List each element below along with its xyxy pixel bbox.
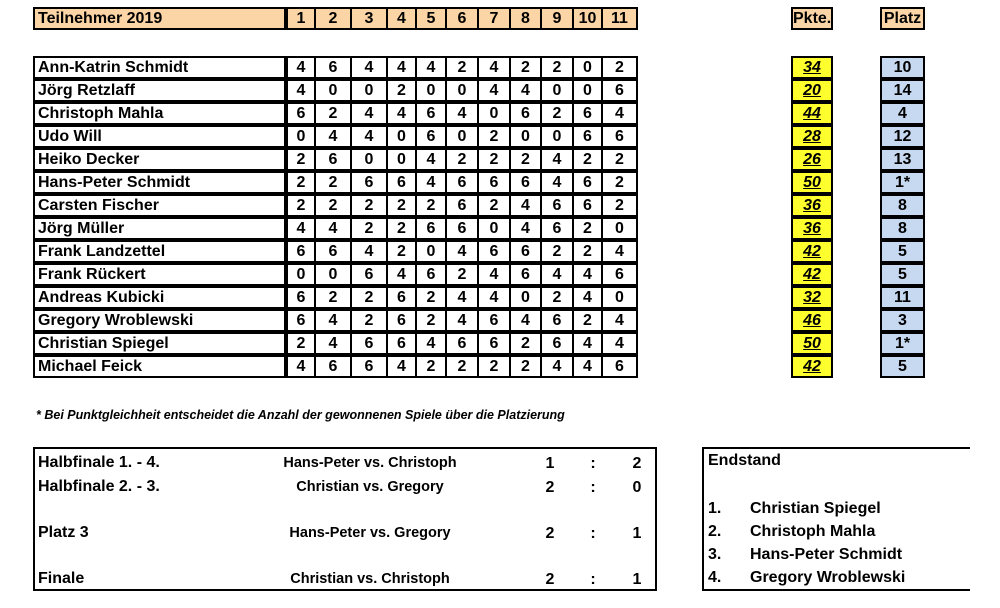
score-cell: 4 [445, 240, 479, 263]
points-cell: 50 [791, 171, 833, 194]
score-cell: 4 [386, 263, 417, 286]
score-cell: 6 [415, 263, 447, 286]
place-header: Platz [880, 7, 925, 30]
score-cell: 0 [509, 125, 542, 148]
score-cell: 6 [386, 171, 417, 194]
score-cell: 4 [415, 171, 447, 194]
score-cell: 6 [445, 194, 479, 217]
score-cell: 0 [286, 125, 316, 148]
score-cell: 2 [350, 309, 388, 332]
score-cell: 4 [314, 125, 352, 148]
score-cell: 2 [509, 355, 542, 378]
footnote: * Bei Punktgleichheit entscheidet die Anzahl der gewonnenen Spiele über die Platzierung [36, 408, 565, 422]
score-cell: 2 [386, 79, 417, 102]
round-header-9: 9 [540, 7, 574, 30]
score-cell: 2 [286, 148, 316, 171]
score-cell: 2 [601, 148, 638, 171]
playoff-separator: : [590, 455, 596, 472]
score-cell: 2 [314, 171, 352, 194]
score-cell: 2 [540, 286, 574, 309]
score-cell: 6 [509, 240, 542, 263]
points-cell: 26 [791, 148, 833, 171]
playoff-separator: : [590, 479, 596, 496]
score-cell: 2 [477, 125, 511, 148]
score-cell: 2 [415, 355, 447, 378]
score-cell: 2 [540, 56, 574, 79]
score-cell: 6 [286, 102, 316, 125]
score-cell: 6 [314, 355, 352, 378]
score-cell: 2 [415, 309, 447, 332]
score-cell: 4 [350, 125, 388, 148]
player-name: Udo Will [33, 125, 286, 148]
playoff-score-a: 2 [545, 525, 555, 542]
score-cell: 4 [286, 217, 316, 240]
player-name: Andreas Kubicki [33, 286, 286, 309]
score-cell: 6 [445, 332, 479, 355]
score-cell: 4 [415, 148, 447, 171]
score-cell: 2 [477, 148, 511, 171]
score-cell: 4 [540, 148, 574, 171]
score-cell: 0 [386, 148, 417, 171]
round-header-6: 6 [445, 7, 479, 30]
score-cell: 2 [386, 194, 417, 217]
score-cell: 2 [350, 217, 388, 240]
score-cell: 2 [314, 194, 352, 217]
score-cell: 4 [477, 263, 511, 286]
points-cell: 36 [791, 194, 833, 217]
score-cell: 4 [572, 286, 603, 309]
score-cell: 0 [572, 79, 603, 102]
score-cell: 6 [540, 194, 574, 217]
points-cell: 28 [791, 125, 833, 148]
playoff-score-b: 1 [632, 525, 642, 542]
score-cell: 0 [350, 79, 388, 102]
score-cell: 4 [445, 102, 479, 125]
score-cell: 6 [540, 217, 574, 240]
round-header-7: 7 [477, 7, 511, 30]
score-cell: 6 [540, 309, 574, 332]
score-cell: 2 [572, 309, 603, 332]
score-cell: 0 [415, 240, 447, 263]
score-cell: 6 [386, 286, 417, 309]
score-cell: 6 [477, 240, 511, 263]
score-cell: 0 [415, 79, 447, 102]
round-header-2: 2 [314, 7, 352, 30]
score-cell: 6 [509, 102, 542, 125]
points-cell: 36 [791, 217, 833, 240]
score-cell: 6 [314, 148, 352, 171]
score-cell: 4 [477, 56, 511, 79]
score-cell: 2 [572, 148, 603, 171]
playoff-score-b: 1 [632, 571, 642, 588]
player-name: Frank Rückert [33, 263, 286, 286]
score-cell: 0 [386, 125, 417, 148]
score-cell: 4 [350, 102, 388, 125]
place-cell: 8 [880, 217, 925, 240]
points-cell: 42 [791, 240, 833, 263]
score-cell: 0 [445, 125, 479, 148]
score-cell: 2 [350, 286, 388, 309]
score-cell: 2 [445, 355, 479, 378]
playoff-score-b: 2 [632, 455, 642, 472]
score-cell: 2 [477, 194, 511, 217]
score-cell: 0 [445, 79, 479, 102]
round-header-3: 3 [350, 7, 388, 30]
score-cell: 4 [601, 240, 638, 263]
round-header-4: 4 [386, 7, 417, 30]
score-cell: 4 [386, 355, 417, 378]
score-cell: 2 [286, 194, 316, 217]
score-cell: 6 [445, 171, 479, 194]
score-cell: 6 [572, 102, 603, 125]
points-cell: 46 [791, 309, 833, 332]
place-cell: 5 [880, 240, 925, 263]
score-cell: 4 [314, 309, 352, 332]
score-cell: 4 [601, 102, 638, 125]
playoff-separator: : [590, 571, 596, 588]
points-cell: 34 [791, 56, 833, 79]
standing-name: Christoph Mahla [750, 523, 876, 540]
score-cell: 6 [415, 102, 447, 125]
score-cell: 4 [509, 79, 542, 102]
score-cell: 4 [386, 56, 417, 79]
score-cell: 4 [477, 286, 511, 309]
score-cell: 2 [350, 194, 388, 217]
score-cell: 4 [540, 171, 574, 194]
playoff-separator: : [590, 525, 596, 542]
player-name: Christoph Mahla [33, 102, 286, 125]
playoff-score-a: 1 [545, 455, 555, 472]
score-cell: 6 [386, 332, 417, 355]
score-cell: 2 [445, 148, 479, 171]
header-title: Teilnehmer 2019 [33, 7, 286, 30]
playoff-score-a: 2 [545, 479, 555, 496]
playoff-score-b: 0 [632, 479, 642, 496]
standing-name: Christian Spiegel [750, 500, 881, 517]
score-cell: 6 [572, 194, 603, 217]
playoff-match: Hans-Peter vs. Christoph [283, 455, 457, 471]
score-cell: 4 [386, 102, 417, 125]
score-cell: 4 [445, 286, 479, 309]
place-cell: 4 [880, 102, 925, 125]
score-cell: 4 [286, 56, 316, 79]
score-cell: 2 [572, 217, 603, 240]
place-cell: 14 [880, 79, 925, 102]
score-cell: 2 [509, 332, 542, 355]
score-cell: 2 [509, 148, 542, 171]
round-header-10: 10 [572, 7, 603, 30]
player-name: Jörg Retzlaff [33, 79, 286, 102]
score-cell: 2 [415, 286, 447, 309]
player-name: Frank Landzettel [33, 240, 286, 263]
score-cell: 4 [509, 217, 542, 240]
score-cell: 0 [314, 263, 352, 286]
points-cell: 42 [791, 355, 833, 378]
score-cell: 6 [477, 309, 511, 332]
score-cell: 0 [509, 286, 542, 309]
score-cell: 6 [477, 332, 511, 355]
score-cell: 2 [477, 355, 511, 378]
round-header-5: 5 [415, 7, 447, 30]
place-cell: 11 [880, 286, 925, 309]
score-cell: 2 [540, 240, 574, 263]
score-cell: 6 [572, 125, 603, 148]
score-cell: 4 [540, 355, 574, 378]
score-cell: 6 [350, 332, 388, 355]
score-cell: 2 [509, 56, 542, 79]
score-cell: 6 [540, 332, 574, 355]
score-cell: 4 [572, 355, 603, 378]
place-cell: 12 [880, 125, 925, 148]
score-cell: 6 [350, 355, 388, 378]
score-cell: 4 [415, 56, 447, 79]
score-cell: 2 [386, 217, 417, 240]
standing-rank: 1. [708, 500, 722, 517]
place-cell: 1* [880, 332, 925, 355]
points-cell: 32 [791, 286, 833, 309]
score-cell: 2 [286, 171, 316, 194]
score-cell: 6 [286, 240, 316, 263]
score-cell: 6 [286, 309, 316, 332]
player-name: Heiko Decker [33, 148, 286, 171]
score-cell: 6 [350, 171, 388, 194]
score-cell: 4 [601, 309, 638, 332]
score-cell: 6 [477, 171, 511, 194]
score-cell: 0 [477, 102, 511, 125]
standing-rank: 4. [708, 569, 722, 586]
score-cell: 2 [314, 286, 352, 309]
standing-rank: 3. [708, 546, 722, 563]
score-cell: 6 [509, 263, 542, 286]
score-cell: 2 [601, 194, 638, 217]
player-name: Jörg Müller [33, 217, 286, 240]
score-cell: 4 [350, 240, 388, 263]
points-cell: 50 [791, 332, 833, 355]
score-cell: 6 [314, 56, 352, 79]
points-header: Pkte. [791, 7, 833, 30]
player-name: Michael Feick [33, 355, 286, 378]
round-header-8: 8 [509, 7, 542, 30]
score-cell: 2 [445, 263, 479, 286]
place-cell: 10 [880, 56, 925, 79]
score-cell: 6 [509, 171, 542, 194]
score-cell: 4 [314, 332, 352, 355]
score-cell: 6 [415, 217, 447, 240]
score-cell: 2 [601, 171, 638, 194]
score-cell: 2 [540, 102, 574, 125]
score-cell: 6 [601, 125, 638, 148]
points-cell: 42 [791, 263, 833, 286]
score-cell: 4 [350, 56, 388, 79]
score-cell: 0 [601, 286, 638, 309]
standing-name: Gregory Wroblewski [750, 569, 906, 586]
playoff-score-a: 2 [545, 571, 555, 588]
score-cell: 6 [386, 309, 417, 332]
score-cell: 4 [509, 309, 542, 332]
playoff-stage: Platz 3 [38, 524, 89, 541]
score-cell: 4 [415, 332, 447, 355]
score-cell: 4 [286, 355, 316, 378]
score-cell: 2 [601, 56, 638, 79]
score-cell: 6 [572, 171, 603, 194]
place-cell: 5 [880, 263, 925, 286]
score-cell: 2 [445, 56, 479, 79]
score-cell: 6 [601, 355, 638, 378]
score-cell: 2 [286, 332, 316, 355]
score-cell: 0 [477, 217, 511, 240]
player-name: Christian Spiegel [33, 332, 286, 355]
playoff-stage: Halbfinale 1. - 4. [38, 454, 160, 471]
score-cell: 4 [445, 309, 479, 332]
playoff-stage: Halbfinale 2. - 3. [38, 478, 160, 495]
score-cell: 2 [572, 240, 603, 263]
player-name: Hans-Peter Schmidt [33, 171, 286, 194]
score-cell: 6 [314, 240, 352, 263]
place-cell: 1* [880, 171, 925, 194]
score-cell: 4 [572, 332, 603, 355]
player-name: Gregory Wroblewski [33, 309, 286, 332]
score-cell: 0 [601, 217, 638, 240]
score-cell: 0 [286, 263, 316, 286]
score-cell: 4 [540, 263, 574, 286]
score-cell: 6 [601, 263, 638, 286]
score-cell: 4 [572, 263, 603, 286]
place-cell: 3 [880, 309, 925, 332]
score-cell: 4 [509, 194, 542, 217]
playoff-stage: Finale [38, 570, 85, 587]
score-cell: 4 [601, 332, 638, 355]
standing-name: Hans-Peter Schmidt [750, 546, 903, 563]
score-cell: 0 [314, 79, 352, 102]
place-cell: 13 [880, 148, 925, 171]
player-name: Carsten Fischer [33, 194, 286, 217]
points-cell: 20 [791, 79, 833, 102]
score-cell: 6 [445, 217, 479, 240]
playoff-match: Christian vs. Gregory [296, 479, 444, 495]
score-cell: 6 [415, 125, 447, 148]
round-header-11: 11 [601, 7, 638, 30]
score-cell: 0 [540, 79, 574, 102]
standing-rank: 2. [708, 523, 722, 540]
score-cell: 2 [314, 102, 352, 125]
score-cell: 6 [286, 286, 316, 309]
playoff-match: Christian vs. Christoph [290, 571, 450, 587]
score-cell: 6 [601, 79, 638, 102]
final-standing-title: Endstand [708, 452, 781, 469]
player-name: Ann-Katrin Schmidt [33, 56, 286, 79]
score-cell: 4 [477, 79, 511, 102]
place-cell: 8 [880, 194, 925, 217]
score-cell: 0 [350, 148, 388, 171]
score-cell: 4 [314, 217, 352, 240]
place-cell: 5 [880, 355, 925, 378]
score-cell: 6 [350, 263, 388, 286]
round-header-1: 1 [286, 7, 316, 30]
playoff-match: Hans-Peter vs. Gregory [289, 525, 451, 541]
score-cell: 0 [572, 56, 603, 79]
score-cell: 2 [386, 240, 417, 263]
score-cell: 4 [286, 79, 316, 102]
points-cell: 44 [791, 102, 833, 125]
score-cell: 0 [540, 125, 574, 148]
score-cell: 2 [415, 194, 447, 217]
